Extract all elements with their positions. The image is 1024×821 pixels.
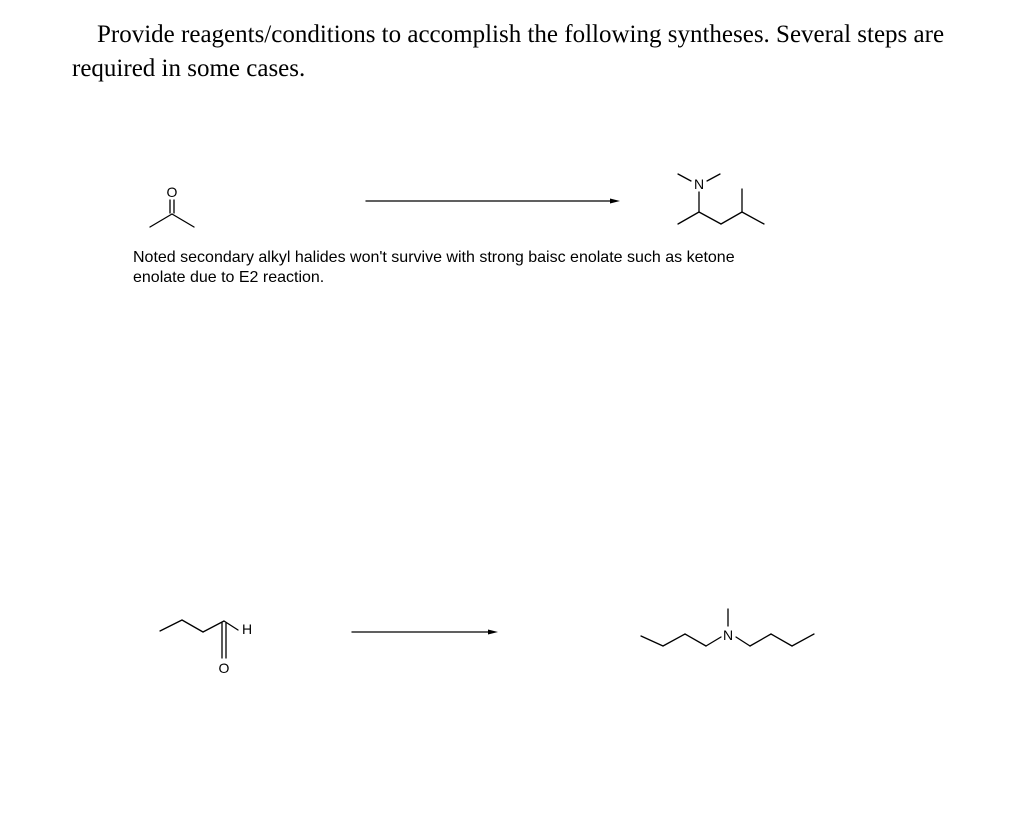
atom-label-oxygen: O bbox=[218, 660, 230, 676]
atom-label-oxygen: O bbox=[166, 184, 178, 200]
problem-1-product-amine bbox=[678, 174, 764, 224]
atom-label-hydrogen: H bbox=[241, 621, 253, 637]
instructions-text: Provide reagents/conditions to accomplish the following syntheses. Several steps are required in some cases. bbox=[72, 21, 945, 82]
problem-2-reaction-arrow bbox=[352, 630, 498, 635]
atom-label-nitrogen: N bbox=[693, 176, 705, 192]
problem-1-reaction-arrow bbox=[366, 199, 620, 204]
problem-1-reactant-acetone bbox=[150, 184, 194, 227]
atom-label-nitrogen: N bbox=[722, 627, 734, 643]
problem-2-product-amine bbox=[641, 609, 814, 646]
problem-2-reactant-aldehyde bbox=[160, 620, 252, 676]
note-text: Noted secondary alkyl halides won't survive with strong baisc enolate such as ketone enolate due to E2 reaction. bbox=[133, 249, 735, 286]
